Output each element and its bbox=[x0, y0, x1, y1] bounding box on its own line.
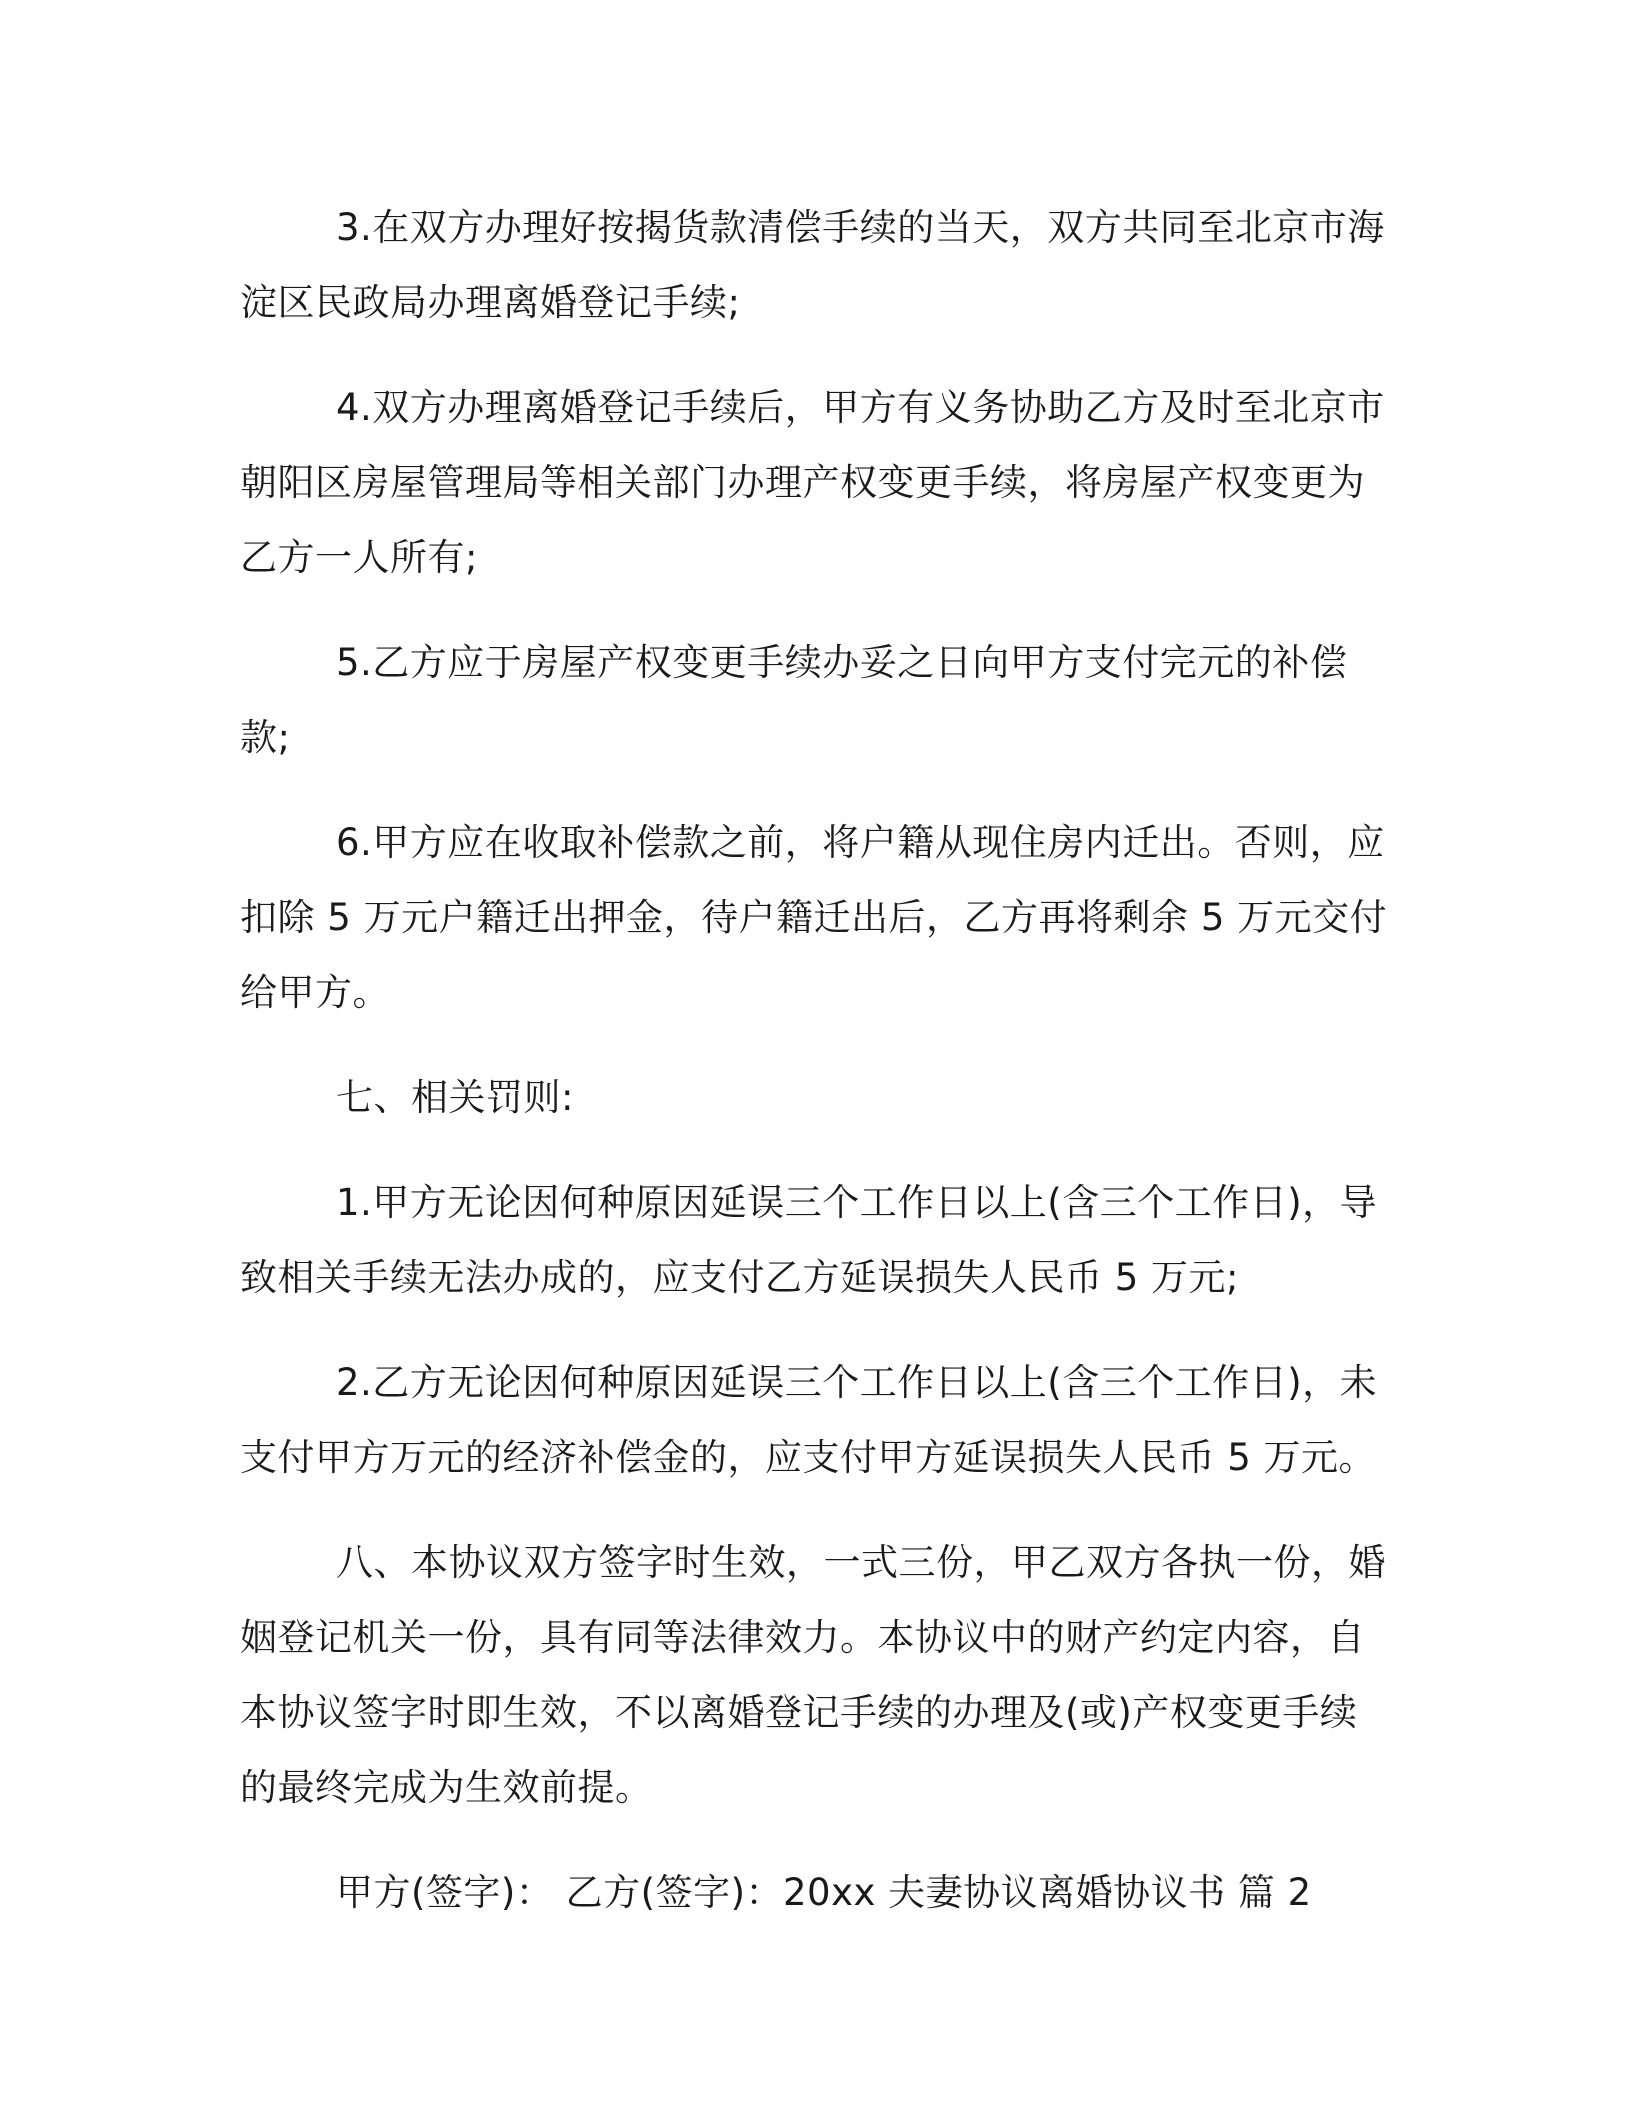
signature-line: 甲方(签字)： 乙方(签字)：20xx 夫妻协议离婚协议书 篇 2 bbox=[336, 1871, 1312, 1914]
paragraph-clause-6: 6.甲方应在收取补偿款之前，将户籍从现住房内迁出。否则，应扣除 5 万元户籍迁出押金，待户籍迁出后，乙方再将剩余 5 万元交付给甲方。 bbox=[240, 821, 1388, 1014]
paragraph-clause-3: 3.在双方办理好按揭货款清偿手续的当天，双方共同至北京市海淀区民政局办理离婚登记手续; bbox=[240, 206, 1385, 324]
paragraph-penalty-2: 2.乙方无论因何种原因延误三个工作日以上(含三个工作日)，未支付甲方万元的经济补偿金的，应支付甲方延误损失人民币 5 万元。 bbox=[240, 1361, 1378, 1479]
paragraph-clause-4: 4.双方办理离婚登记手续后，甲方有义务协助乙方及时至北京市朝阳区房屋管理局等相关部门办理产权变更手续，将房屋产权变更为乙方一人所有; bbox=[240, 386, 1385, 579]
paragraph-penalty-1: 1.甲方无论因何种原因延误三个工作日以上(含三个工作日)，导致相关手续无法办成的，应支付乙方延误损失人民币 5 万元; bbox=[240, 1181, 1378, 1299]
paragraph-section-8: 八、本协议双方签字时生效，一式三份，甲乙双方各执一份，婚姻登记机关一份，具有同等法律效力。本协议中的财产约定内容，自本协议签字时即生效，不以离婚登记手续的办理及(或)产权变更手续的最终完成为生效前提。 bbox=[240, 1541, 1386, 1809]
section-heading-penalties: 七、相关罚则: bbox=[336, 1076, 574, 1119]
paragraph-clause-5: 5.乙方应于房屋产权变更手续办妥之日向甲方支付完元的补偿款; bbox=[240, 641, 1348, 759]
document-body bbox=[240, 190, 1390, 1930]
